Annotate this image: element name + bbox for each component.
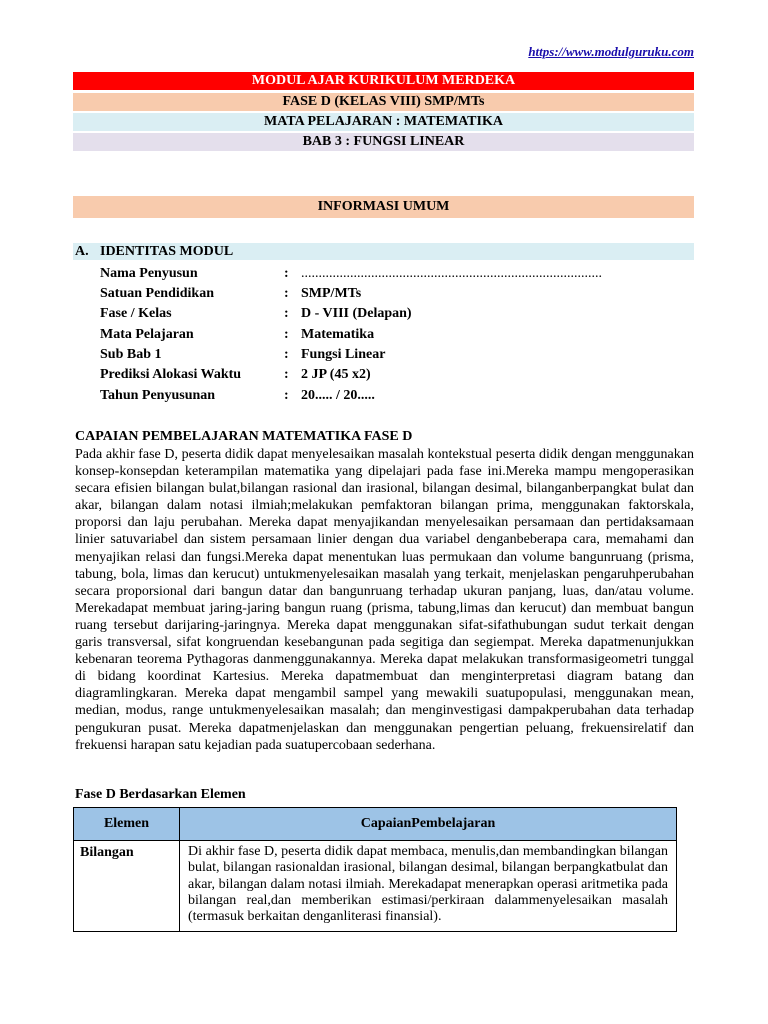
identity-colon: : <box>284 286 289 301</box>
identity-value: 2 JP (45 x2) <box>301 367 371 382</box>
identity-label: Fase / Kelas <box>100 306 172 321</box>
elemen-table <box>73 807 677 932</box>
table-cell-capaian: Di akhir fase D, peserta didik dapat membaca, menulis,dan membandingkan bilangan bulat, bilangan rasionaldan irasional, bilangan desimal, bilangan berpangkatbulat dan akar, bilangan dalam notasi ilmiah. Merekadapat menerapkan operasi aritmetika pada bilangan real,dan memberikan estimasi/perkiraan dalammenyelesaikan masalah (termasuk berkaitan denganliterasi finansial). <box>180 841 677 932</box>
identity-value: 20..... / 20..... <box>301 388 375 403</box>
table-header-elemen: Elemen <box>74 808 180 841</box>
subject-band: MATA PELAJARAN : MATEMATIKA <box>73 113 694 131</box>
section-a-letter: A. <box>75 244 89 259</box>
identity-label: Satuan Pendidikan <box>100 286 214 301</box>
section-a-title: IDENTITAS MODUL <box>100 244 234 259</box>
identity-label: Prediksi Alokasi Waktu <box>100 367 242 382</box>
phase-band: FASE D (KELAS VIII) SMP/MTs <box>73 93 694 111</box>
identity-value: Fungsi Linear <box>301 347 386 362</box>
identity-colon: : <box>284 367 289 382</box>
table-row <box>74 841 677 932</box>
table-cell-elemen: Bilangan <box>74 841 180 932</box>
identity-colon: : <box>284 306 289 321</box>
identity-label: Sub Bab 1 <box>100 347 162 362</box>
identity-value: SMP/MTs <box>301 286 362 301</box>
table-header-capaian: CapaianPembelajaran <box>180 808 677 841</box>
header-url-link[interactable]: https://www.modulguruku.com <box>528 44 694 59</box>
identity-value: D - VIII (Delapan) <box>301 306 412 321</box>
identity-label: Tahun Penyusunan <box>100 388 216 403</box>
identity-value: ...................................................................................... <box>301 266 602 281</box>
capaian-heading: CAPAIAN PEMBELAJARAN MATEMATIKA FASE D <box>75 429 413 444</box>
identity-label: Nama Penyusun <box>100 266 198 281</box>
identity-colon: : <box>284 327 289 342</box>
identity-value: Matematika <box>301 327 375 342</box>
table-header-row <box>74 808 677 841</box>
fase-elemen-heading: Fase D Berdasarkan Elemen <box>75 787 246 802</box>
identity-colon: : <box>284 266 289 281</box>
module-title-band: MODUL AJAR KURIKULUM MERDEKA <box>73 72 694 90</box>
section-a-heading <box>73 243 694 260</box>
general-info-heading: INFORMASI UMUM <box>73 196 694 218</box>
chapter-band: BAB 3 : FUNGSI LINEAR <box>73 133 694 151</box>
identity-colon: : <box>284 388 289 403</box>
identity-colon: : <box>284 347 289 362</box>
capaian-paragraph: Pada akhir fase D, peserta didik dapat menyelesaikan masalah kontekstual peserta didik dengan menggunakan konsep-konsepdan keterampilan matematika yang dipelajari pada fase ini.Mereka mampu mengoperasikan secara efisien bilangan bulat,bilangan rasional dan irasional, bilangan desimal, bilanganberpangkat bulat dan akar, bilangan dalam notasi ilmiah;melakukan pemfaktoran bilangan prima, menggunakan faktorskala, proporsi dan laju perubahan. Mereka dapat menyajikandan menyelesaikan persamaan dan pertidaksamaan linier satuvariabel dan sistem persamaan linier dengan dua variabel denganbeberapa cara, memahami dan menyajikan relasi dan fungsi.Mereka dapat menentukan luas permukaan dan volume bangunruang (prisma, tabung, bola, limas dan kerucut) untukmenyelesaikan masalah yang terkait, menjelaskan pengaruhperubahan secara proporsional dari bangun datar dan bangunruang terhadap ukuran panjang, luas, dan/atau volume. Merekadapat membuat jaring-jaring bangun ruang (prisma, tabung,limas dan kerucut) dan membuat bangun ruang tersebut darijaring-jaringnya. Mereka dapat menggunakan sifat-sifathubungan sudut terkait dengan garis transversal, sifat kongruendan kesebangunan pada segitiga dan segiempat. Mereka dapatmenunjukkan kebenaran teorema Pythagoras danmenggunakannya. Mereka dapat melakukan transformasigeometri tunggal di bidang koordinat Kartesius. Mereka dapatmembuat dan menginterpretasi diagram batang dan diagramlingkaran. Mereka dapat mengambil sampel yang mewakili suatupopulasi, menggunakan mean, median, modus, range untukmenyelesaikan masalah; dan menginvestigasi dampakperubahan data terhadap pengukuran pusat. Mereka dapatmenjelaskan dan menggunakan pengertian peluang, frekuensirelatif dan frekuensi harapan satu kejadian pada suatupercobaan sederhana. <box>75 447 694 753</box>
identity-label: Mata Pelajaran <box>100 327 194 342</box>
